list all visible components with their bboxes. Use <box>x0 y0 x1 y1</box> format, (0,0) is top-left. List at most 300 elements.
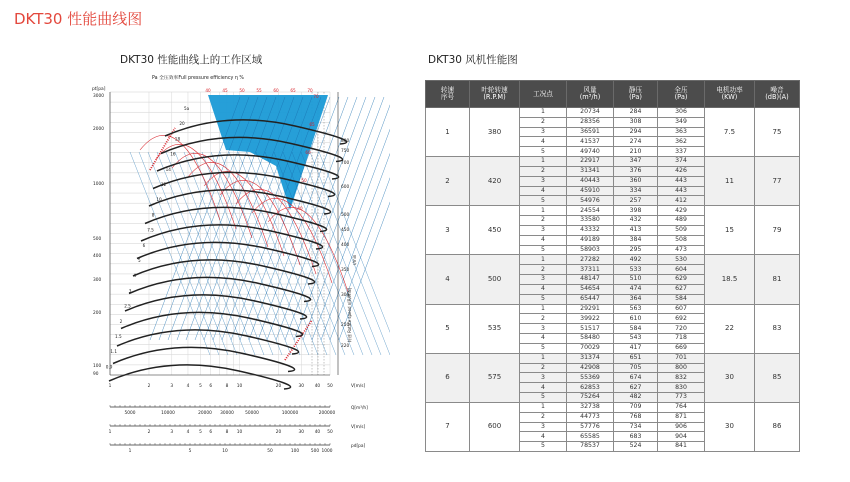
table-cell: 734 <box>614 422 658 432</box>
table-cell: 5 <box>520 147 567 157</box>
header-text: 电机功率 <box>716 86 743 95</box>
table-cell: 530 <box>658 255 705 265</box>
table-cell: 709 <box>614 402 658 412</box>
v2-tick-label: 50 <box>327 430 333 435</box>
table-cell: 610 <box>614 314 658 324</box>
x-tick-label: 40 <box>314 384 321 389</box>
performance-table <box>425 80 800 452</box>
table-cell: 347 <box>614 157 658 167</box>
table-cell: 3 <box>426 206 470 255</box>
v2-tick-label: 6 <box>209 430 213 435</box>
efficiency-tick: 50 <box>301 178 307 183</box>
table-cell: 27282 <box>567 255 614 265</box>
efficiency-tick: 45 <box>222 88 228 93</box>
chart-subtitle: Pa 全压效率Full pressure efficiency η % <box>152 76 244 81</box>
table-cell: 841 <box>658 442 705 452</box>
table-cell: 58903 <box>567 245 614 255</box>
table-cell: 5 <box>520 294 567 304</box>
table-cell: 41537 <box>567 137 614 147</box>
table-cell: 49189 <box>567 235 614 245</box>
table-cell: 40443 <box>567 176 614 186</box>
header-text: (dB)(A) <box>765 93 789 101</box>
table-cell: 295 <box>614 245 658 255</box>
y-right-axis-label: 转速 Rotate speed n[R/MIN] <box>347 287 352 343</box>
table-cell: 489 <box>658 216 705 226</box>
table-cell: 3 <box>520 373 567 383</box>
x-tick-label: 2 <box>147 384 151 389</box>
table-cell: 44773 <box>567 412 614 422</box>
header-text: 序号 <box>440 93 455 101</box>
table-header-cell <box>470 81 520 108</box>
table-cell: 376 <box>614 166 658 176</box>
table-cell: 349 <box>658 117 705 127</box>
y-right-tick-label: 350 <box>341 268 350 273</box>
table-title: DKT30 风机性能图 <box>428 54 518 66</box>
table-cell: 43332 <box>567 225 614 235</box>
v2-tick-label: 5 <box>199 430 202 435</box>
page-title: DKT30 性能曲线图 <box>14 10 143 28</box>
pd-tick-label: 5 <box>188 449 192 454</box>
table-cell: 509 <box>658 225 705 235</box>
x-tick-label: 10 <box>236 384 243 389</box>
table-cell: 871 <box>658 412 705 422</box>
table-body <box>426 108 800 452</box>
y-tick-label: 500 <box>93 237 102 242</box>
table-cell: 524 <box>614 442 658 452</box>
table-cell: 363 <box>658 127 705 137</box>
speed-curve-label: 1.5 <box>115 334 122 339</box>
table-cell: 413 <box>614 225 658 235</box>
table-cell: 55369 <box>567 373 614 383</box>
table-cell: 257 <box>614 196 658 206</box>
table-cell: 575 <box>470 353 520 402</box>
table-cell: 720 <box>658 324 705 334</box>
table-cell: 5 <box>520 393 567 403</box>
table-cell: 2 <box>520 166 567 176</box>
table-cell: 1 <box>520 402 567 412</box>
v2-tick-label: 2 <box>147 430 151 435</box>
table-cell: 83 <box>755 304 800 353</box>
v2-tick-label: 8 <box>225 430 229 435</box>
efficiency-tick: 65 <box>290 88 296 93</box>
table-cell: 426 <box>658 166 705 176</box>
speed-curve <box>125 295 307 319</box>
table-cell: 2 <box>520 314 567 324</box>
table-cell: 429 <box>658 206 705 216</box>
table-cell: 906 <box>658 422 705 432</box>
q-tick-label: 100000 <box>281 411 299 416</box>
table-cell: 629 <box>658 275 705 285</box>
speed-curve-label: 12 <box>161 182 167 187</box>
table-cell: 651 <box>614 353 658 363</box>
table-cell: 4 <box>520 137 567 147</box>
table-cell: 4 <box>426 255 470 304</box>
v2-tick-label: 1 <box>108 430 112 435</box>
efficiency-tick: 70 <box>313 94 319 99</box>
table-cell: 31341 <box>567 166 614 176</box>
table-cell: 2 <box>520 363 567 373</box>
table-cell: 535 <box>470 304 520 353</box>
y-tick-label: 2000 <box>93 127 104 132</box>
v2-tick-label: 30 <box>298 430 305 435</box>
speed-curve-label: 1.1 <box>110 349 118 355</box>
speed-curve-label: 20 <box>179 121 185 127</box>
table-cell: 1 <box>520 108 567 118</box>
speed-curve-label: 10 <box>156 197 162 203</box>
speed-curve-label: 18 <box>174 136 181 142</box>
efficiency-tick: 60 <box>273 88 279 93</box>
x-tick-label: 20 <box>275 384 282 389</box>
table-cell: 473 <box>658 245 705 255</box>
table-cell: 7 <box>426 402 470 451</box>
header-text: (m³/h) <box>579 93 601 101</box>
y-tick-label: 300 <box>93 278 102 283</box>
table-header-cell <box>614 81 658 108</box>
table-cell: 364 <box>614 294 658 304</box>
table-cell: 832 <box>658 373 705 383</box>
table-header-cell <box>426 81 470 108</box>
table-cell: 360 <box>614 176 658 186</box>
y-right-tick-label: 300 <box>341 293 350 298</box>
y-right-tick-label: 250 <box>341 323 350 328</box>
speed-curve-label: 2 <box>119 318 123 324</box>
header-text: 转速 <box>440 86 455 95</box>
table-cell: 33580 <box>567 216 614 226</box>
table-cell: 4 <box>520 334 567 344</box>
table-cell: 705 <box>614 363 658 373</box>
table-cell: 86 <box>755 402 800 451</box>
table-header-row <box>426 81 800 108</box>
table-cell: 28356 <box>567 117 614 127</box>
pd-axis-label: pd[pa] <box>351 444 366 449</box>
q-tick-label: 10000 <box>161 411 175 416</box>
table-cell: 5 <box>520 442 567 452</box>
header-text: 工况点 <box>533 89 553 98</box>
table-cell: 1 <box>520 157 567 167</box>
table-row <box>426 304 800 314</box>
table-cell: 81 <box>755 255 800 304</box>
efficiency-tick: 50 <box>239 88 245 93</box>
x-tick-label: 6 <box>209 384 213 389</box>
table-cell: 77 <box>755 157 800 206</box>
table-row <box>426 353 800 363</box>
table-cell: 5 <box>426 304 470 353</box>
table-cell: 39922 <box>567 314 614 324</box>
table-cell: 563 <box>614 304 658 314</box>
table-row <box>426 402 800 412</box>
table-cell: 11 <box>705 157 755 206</box>
table-cell: 701 <box>658 353 705 363</box>
efficiency-tick: 40 <box>205 88 211 93</box>
header-text: 叶轮转速 <box>481 86 508 95</box>
y-right-tick-label: 450 <box>341 228 350 233</box>
speed-curve-label: 2.5 <box>124 303 131 309</box>
header-text: 风量 <box>583 86 597 95</box>
table-cell: 3 <box>520 176 567 186</box>
table-cell: 62853 <box>567 383 614 393</box>
table-cell: 669 <box>658 343 705 353</box>
table-cell: 398 <box>614 206 658 216</box>
table-cell: 37311 <box>567 265 614 275</box>
speed-curve <box>113 347 295 371</box>
y-right-unit: r/min <box>352 254 357 266</box>
table-cell: 508 <box>658 235 705 245</box>
y-right-tick-label: 220 <box>341 344 350 349</box>
table-cell: 384 <box>614 235 658 245</box>
table-cell: 18.5 <box>705 255 755 304</box>
table-cell: 284 <box>614 108 658 118</box>
table-cell: 4 <box>520 284 567 294</box>
table-cell: 2 <box>520 216 567 226</box>
table-cell: 5 <box>520 245 567 255</box>
table-header-cell <box>658 81 705 108</box>
speed-curve-label: 4 <box>133 273 137 279</box>
table-cell: 607 <box>658 304 705 314</box>
table-cell: 830 <box>658 383 705 393</box>
pd-tick-label: 1000 <box>321 449 333 454</box>
table-cell: 3 <box>520 127 567 137</box>
y-tick-label: 90 <box>93 372 99 377</box>
table-cell: 85 <box>755 353 800 402</box>
q-tick-label: 30000 <box>220 411 234 416</box>
table-cell: 600 <box>470 402 520 451</box>
table-header-cell <box>755 81 800 108</box>
table-cell: 75 <box>755 108 800 157</box>
table-cell: 627 <box>658 284 705 294</box>
x-tick-label: 8 <box>225 384 229 389</box>
table-cell: 6 <box>426 353 470 402</box>
table-cell: 42908 <box>567 363 614 373</box>
x-tick-label: 1 <box>108 384 112 389</box>
table-cell: 5 <box>520 196 567 206</box>
x-tick-label: 3 <box>170 384 174 389</box>
q-axis-label: Q[m³/h] <box>351 406 368 411</box>
table-cell: 210 <box>614 147 658 157</box>
table-cell: 904 <box>658 432 705 442</box>
table-row <box>426 157 800 167</box>
table-cell: 3 <box>520 422 567 432</box>
table-cell: 764 <box>658 402 705 412</box>
speed-curve-label: 7.5 <box>147 227 154 233</box>
table-cell: 54654 <box>567 284 614 294</box>
y-right-tick-label: 400 <box>341 243 350 248</box>
table-cell: 24554 <box>567 206 614 216</box>
table-cell: 2 <box>520 117 567 127</box>
table-cell: 306 <box>658 108 705 118</box>
table-cell: 5 <box>520 343 567 353</box>
table-cell: 294 <box>614 127 658 137</box>
table-cell: 450 <box>470 206 520 255</box>
y-tick-label: 3000 <box>93 94 104 99</box>
x-tick-label: 4 <box>186 384 190 389</box>
y-right-tick-label: 600 <box>341 185 350 190</box>
pd-tick-label: 100 <box>290 449 300 454</box>
v2-tick-label: 10 <box>236 430 243 435</box>
table-cell: 718 <box>658 334 705 344</box>
header-text: 全压 <box>674 86 688 95</box>
table-cell: 58480 <box>567 334 614 344</box>
speed-curve-label: 8 <box>151 212 155 218</box>
y-right-tick-label: 800 <box>341 139 350 144</box>
table-cell: 36591 <box>567 127 614 137</box>
power-curve <box>268 207 348 292</box>
speed-curve-label: 0.9 <box>105 364 113 370</box>
table-cell: 79 <box>755 206 800 255</box>
table-cell: 800 <box>658 363 705 373</box>
y-right-tick-label: 700 <box>341 161 350 166</box>
speed-curve-label: 16 <box>170 151 176 157</box>
table-cell: 584 <box>614 324 658 334</box>
table-cell: 15 <box>705 206 755 255</box>
header-text: 噪音 <box>770 86 784 95</box>
table-cell: 57776 <box>567 422 614 432</box>
table-cell: 584 <box>658 294 705 304</box>
table-cell: 543 <box>614 334 658 344</box>
table-cell: 692 <box>658 314 705 324</box>
table-cell: 533 <box>614 265 658 275</box>
table-cell: 443 <box>658 186 705 196</box>
efficiency-tick: 70 <box>307 88 313 93</box>
table-cell: 20734 <box>567 108 614 118</box>
speed-curve-label: 14 <box>165 166 171 172</box>
table-cell: 70029 <box>567 343 614 353</box>
pd-tick-label: 500 <box>310 449 320 454</box>
table-cell: 432 <box>614 216 658 226</box>
table-cell: 362 <box>658 137 705 147</box>
table-cell: 45910 <box>567 186 614 196</box>
table-cell: 374 <box>658 157 705 167</box>
y-tick-label: 100 <box>93 364 102 369</box>
table-cell: 30 <box>705 402 755 451</box>
table-cell: 627 <box>614 383 658 393</box>
table-cell: 1 <box>426 108 470 157</box>
table-cell: 1 <box>520 304 567 314</box>
pd-tick-label: 10 <box>222 449 228 454</box>
header-text: (R.P.M) <box>483 93 506 101</box>
table-cell: 683 <box>614 432 658 442</box>
efficiency-tick: 65 <box>309 122 315 127</box>
table-cell: 604 <box>658 265 705 275</box>
table-cell: 30 <box>705 353 755 402</box>
q-tick-label: 200000 <box>318 411 336 416</box>
table-cell: 482 <box>614 393 658 403</box>
y-right-tick-label: 500 <box>341 213 350 218</box>
v2-tick-label: 3 <box>170 430 174 435</box>
table-cell: 3 <box>520 275 567 285</box>
performance-chart <box>90 70 390 460</box>
table-cell: 7.5 <box>705 108 755 157</box>
q-tick-label: 5000 <box>124 411 136 416</box>
y-axis-label: pt[pa] <box>92 87 106 92</box>
table-cell: 1 <box>520 206 567 216</box>
v2-tick-label: 4 <box>186 430 190 435</box>
table-row <box>426 206 800 216</box>
x-tick-label: 5 <box>199 384 202 389</box>
table-cell: 492 <box>614 255 658 265</box>
table-cell: 75264 <box>567 393 614 403</box>
table-cell: 4 <box>520 235 567 245</box>
table-cell: 3 <box>520 324 567 334</box>
table-cell: 32738 <box>567 402 614 412</box>
y-tick-label: 1000 <box>93 182 104 187</box>
table-cell: 420 <box>470 157 520 206</box>
table-cell: 78537 <box>567 442 614 452</box>
table-cell: 4 <box>520 432 567 442</box>
table-cell: 29291 <box>567 304 614 314</box>
table-cell: 22917 <box>567 157 614 167</box>
table-cell: 51517 <box>567 324 614 334</box>
pd-tick-label: 50 <box>267 449 273 454</box>
y-tick-label: 200 <box>93 311 102 316</box>
table-cell: 48147 <box>567 275 614 285</box>
table-cell: 380 <box>470 108 520 157</box>
header-text: 静压 <box>628 86 643 95</box>
v2-tick-label: 20 <box>275 430 282 435</box>
v2-tick-label: 40 <box>314 430 321 435</box>
table-cell: 337 <box>658 147 705 157</box>
q-tick-label: 50000 <box>245 411 259 416</box>
table-cell: 412 <box>658 196 705 206</box>
x-tick-label: 50 <box>327 384 333 389</box>
table-cell: 4 <box>520 383 567 393</box>
table-cell: 31374 <box>567 353 614 363</box>
chart-title: DKT30 性能曲线上的工作区域 <box>120 54 263 66</box>
speed-curve <box>133 260 315 284</box>
x-axis-label: V[m/s] <box>351 384 366 389</box>
speed-curve-label: 6 <box>142 242 146 248</box>
efficiency-tick: 60 <box>305 150 311 155</box>
table-cell: 49740 <box>567 147 614 157</box>
x-tick-label: 30 <box>298 384 305 389</box>
table-cell: 2 <box>520 412 567 422</box>
table-header-cell <box>520 81 567 108</box>
speed-curve-label: 5 <box>138 258 141 263</box>
v2-axis-label: V[m/s] <box>351 425 366 430</box>
pd-tick-label: 1 <box>128 449 132 454</box>
table-cell: 65585 <box>567 432 614 442</box>
y-tick-label: 400 <box>93 254 102 259</box>
header-text: (Pa) <box>629 93 642 101</box>
y-right-tick-label: 750 <box>341 149 350 154</box>
table-cell: 773 <box>658 393 705 403</box>
table-cell: 768 <box>614 412 658 422</box>
speed-curve-label: 3 <box>128 288 132 294</box>
table-cell: 2 <box>520 265 567 275</box>
table-cell: 2 <box>426 157 470 206</box>
header-text: (KW) <box>721 93 738 101</box>
table-cell: 474 <box>614 284 658 294</box>
table-cell: 308 <box>614 117 658 127</box>
table-cell: 54976 <box>567 196 614 206</box>
table-header-cell <box>705 81 755 108</box>
table-cell: 500 <box>470 255 520 304</box>
table-cell: 4 <box>520 186 567 196</box>
table-cell: 674 <box>614 373 658 383</box>
table-row <box>426 255 800 265</box>
header-text: (Pa) <box>674 93 688 101</box>
table-cell: 510 <box>614 275 658 285</box>
table-cell: 417 <box>614 343 658 353</box>
speed-curve-label: 5a <box>184 106 190 111</box>
table-cell: 1 <box>520 255 567 265</box>
q-tick-label: 20000 <box>198 411 212 416</box>
table-cell: 65447 <box>567 294 614 304</box>
efficiency-tick: 55 <box>256 88 262 93</box>
efficiency-tick: 40 <box>297 206 303 211</box>
table-header-cell <box>567 81 614 108</box>
table-row <box>426 108 800 118</box>
table-cell: 334 <box>614 186 658 196</box>
